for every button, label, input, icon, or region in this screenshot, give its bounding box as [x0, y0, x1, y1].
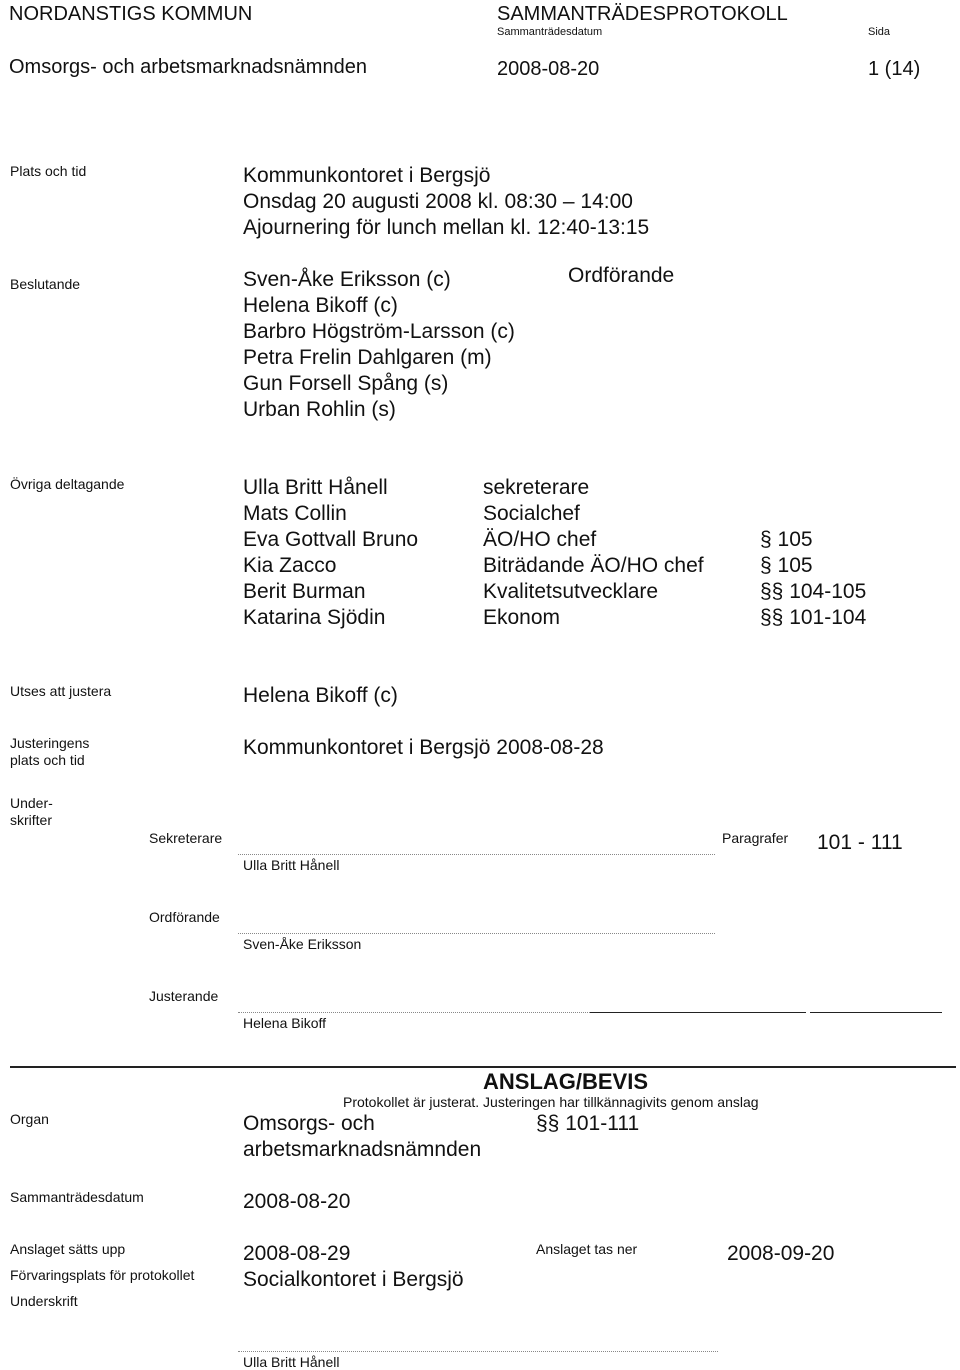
- participant-role: Socialchef: [483, 502, 580, 525]
- participant-name: Kia Zacco: [243, 554, 337, 577]
- notice-divider: [10, 1066, 956, 1068]
- organ-paragraphs: §§ 101-111: [536, 1112, 640, 1135]
- member: Gun Forsell Spång (s): [243, 372, 449, 395]
- paragraphs-value: 101 - 111: [817, 831, 903, 854]
- participant-role: ÄO/HO chef: [483, 528, 597, 551]
- adjuster-sig-name: Helena Bikoff: [243, 1015, 327, 1031]
- participant-name: Mats Collin: [243, 502, 347, 525]
- adjuster-sig-label: Justerande: [149, 988, 219, 1004]
- participant-role: Kvalitetsutvecklare: [483, 580, 659, 603]
- removed-label: Anslaget tas ner: [536, 1241, 638, 1257]
- document-type: SAMMANTRÄDESPROTOKOLL: [497, 3, 788, 25]
- notice-signature-line: [238, 1351, 718, 1352]
- storage-value: Socialkontoret i Bergsjö: [243, 1268, 464, 1291]
- participant-name: Katarina Sjödin: [243, 606, 386, 629]
- participant-paragraph: §§ 101-104: [760, 606, 867, 629]
- posted-label: Anslaget sätts upp: [10, 1241, 126, 1257]
- adjust-place-label-2: plats och tid: [10, 752, 85, 768]
- member: Sven-Åke Eriksson (c): [243, 268, 451, 291]
- page-number: 1 (14): [868, 58, 921, 80]
- member: Helena Bikoff (c): [243, 294, 398, 317]
- member: Barbro Högström-Larsson (c): [243, 320, 515, 343]
- participant-role: sekreterare: [483, 476, 590, 499]
- deciding-label: Beslutande: [10, 276, 81, 292]
- municipality-name: NORDANSTIGS KOMMUN: [9, 3, 253, 25]
- participant-name: Berit Burman: [243, 580, 366, 603]
- chair-note: Ordförande: [568, 264, 675, 287]
- organ-value-2: arbetsmarknadsnämnden: [243, 1138, 482, 1161]
- others-names: [243, 475, 418, 631]
- participant-paragraph: § 105: [760, 554, 813, 577]
- deciding-members: [243, 267, 515, 423]
- participant-name: Ulla Britt Hånell: [243, 476, 388, 499]
- meeting-date: 2008-08-20: [497, 58, 600, 80]
- paragraphs-label: Paragrafer: [722, 830, 789, 846]
- adjuster-signature-line: [238, 1012, 590, 1013]
- secretary-label: Sekreterare: [149, 830, 223, 846]
- organ-value-1: Omsorgs- och: [243, 1112, 375, 1135]
- adjuster-value: Helena Bikoff (c): [243, 684, 398, 707]
- participant-paragraph: §§ 104-105: [760, 580, 867, 603]
- participant-paragraph: § 105: [760, 528, 813, 551]
- signatures-label-2: skrifter: [10, 812, 52, 828]
- chair-signature-line: [238, 933, 715, 934]
- removed-date: 2008-09-20: [727, 1242, 835, 1265]
- member: Urban Rohlin (s): [243, 398, 396, 421]
- place-time-block: [243, 163, 649, 241]
- member: Petra Frelin Dahlgaren (m): [243, 346, 492, 369]
- page-header-label: Sida: [868, 26, 891, 38]
- secretary-signature-line: [238, 854, 715, 855]
- meeting-date-header-label: Sammanträdesdatum: [497, 26, 603, 38]
- place-line: Kommunkontoret i Bergsjö: [243, 164, 491, 187]
- notice-signature-name: Ulla Britt Hånell: [243, 1354, 340, 1370]
- adjuster-label: Utses att justera: [10, 683, 112, 699]
- board-name: Omsorgs- och arbetsmarknadsnämnden: [9, 56, 367, 78]
- secretary-name: Ulla Britt Hånell: [243, 857, 340, 873]
- signatures-label-1: Under-: [10, 795, 53, 811]
- chair-label: Ordförande: [149, 909, 220, 925]
- others-label: Övriga deltagande: [10, 476, 125, 492]
- adjust-place-label-1: Justeringens: [10, 735, 90, 751]
- break-line: Ajournering för lunch mellan kl. 12:40-13:15: [243, 216, 650, 239]
- notice-signature-label: Underskrift: [10, 1293, 78, 1309]
- adjust-place-value: Kommunkontoret i Bergsjö 2008-08-28: [243, 736, 604, 759]
- notice-title: ANSLAG/BEVIS: [483, 1069, 649, 1094]
- participant-role: Ekonom: [483, 606, 561, 629]
- participant-paragraph: [760, 475, 866, 501]
- notice-meeting-date: 2008-08-20: [243, 1190, 351, 1213]
- notice-meeting-date-label: Sammanträdesdatum: [10, 1189, 144, 1205]
- participant-paragraph: [760, 501, 866, 527]
- others-paragraphs: [760, 475, 866, 631]
- time-line: Onsdag 20 augusti 2008 kl. 08:30 – 14:00: [243, 190, 633, 213]
- participant-role: Biträdande ÄO/HO chef: [483, 554, 704, 577]
- chair-name: Sven-Åke Eriksson: [243, 936, 362, 952]
- adjuster-signature-rule-end: [810, 1012, 942, 1013]
- adjuster-signature-rule: [590, 1012, 806, 1013]
- others-roles: [483, 475, 704, 631]
- posted-date: 2008-08-29: [243, 1242, 351, 1265]
- organ-label: Organ: [10, 1111, 49, 1127]
- notice-subtitle: Protokollet är justerat. Justeringen har tillkännagivits genom anslag: [343, 1094, 759, 1110]
- place-time-label: Plats och tid: [10, 163, 87, 179]
- storage-label: Förvaringsplats för protokollet: [10, 1267, 195, 1283]
- participant-name: Eva Gottvall Bruno: [243, 528, 419, 551]
